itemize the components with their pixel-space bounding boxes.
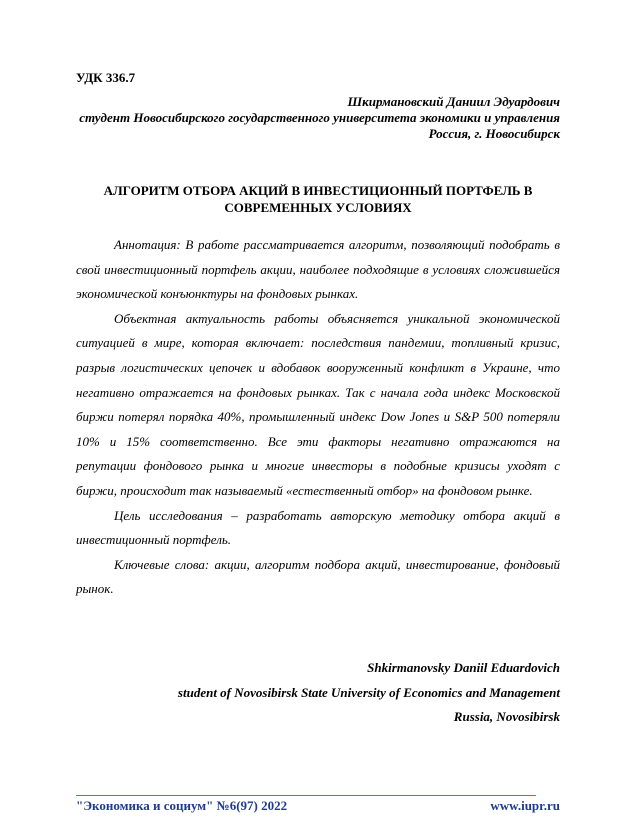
udk-code: УДК 336.7 [76,70,136,85]
author-name-ru: Шкирмановский Даниил Эдуардович [347,94,560,109]
journal-website: www.iupr.ru [490,798,560,813]
author-location-en: Russia, Novosibirsk [453,709,560,725]
goal-paragraph: Цель исследования – разработать авторскую методику отбора акций в инвестиционный портфель. [76,507,560,548]
author-location-ru: Россия, г. Новосибирск [428,126,560,141]
paper-title-line-1: АЛГОРИТМ ОТБОРА АКЦИЙ В ИНВЕСТИЦИОННЫЙ ПОРТФЕЛЬ В [103,183,533,198]
relevance-paragraph: Объектная актуальность работы объясняется уникальной экономической ситуацией в мире, которая включает: последствия пандемии, топливный кризис, разрыв логистических цепочек и вдобавок вооруженный конфликт в Украине, что негативно отражается на фондовых рынках. Так с начала года индекс Московской биржи потерял порядка 40%, промышленный индекс Dow Jones и S&P 500 потеряли 10% и 15% соответственно. Все эти факторы негативно отражаются на репутации фондового рынка и многие инвесторы в подобные кризисы уходят с биржи, происходит так называемый «естественный отбор» на фондовом рынке. [76,310,560,498]
author-affiliation-ru: студент Новосибирского государственного университета экономики и управления [79,110,560,125]
author-name-en: Shkirmanovsky Daniil Eduardovich [367,660,560,675]
paper-title-line-2: СОВРЕМЕННЫХ УСЛОВИЯХ [224,200,412,215]
abstract-paragraph: Аннотация: В работе рассматривается алгоритм, позволяющий подобрать в свой инвестиционный портфель акции, наиболее подходящие в условиях сложившейся экономической конъюнктуры на фондовых рынках. [76,237,560,302]
page-footer [76,798,560,814]
paper-title [76,182,560,216]
abstract-body [76,233,560,602]
footer-divider [76,795,536,796]
journal-name: "Экономика и социум" №6(97) 2022 [76,798,288,813]
keywords-paragraph: Ключевые слова: акции, алгоритм подбора акций, инвестирование, фондовый рынок. [76,556,560,597]
author-block-ru [76,94,560,142]
author-block-en [76,656,560,730]
author-affiliation-en: student of Novosibirsk State University of Economics and Management [177,684,560,700]
